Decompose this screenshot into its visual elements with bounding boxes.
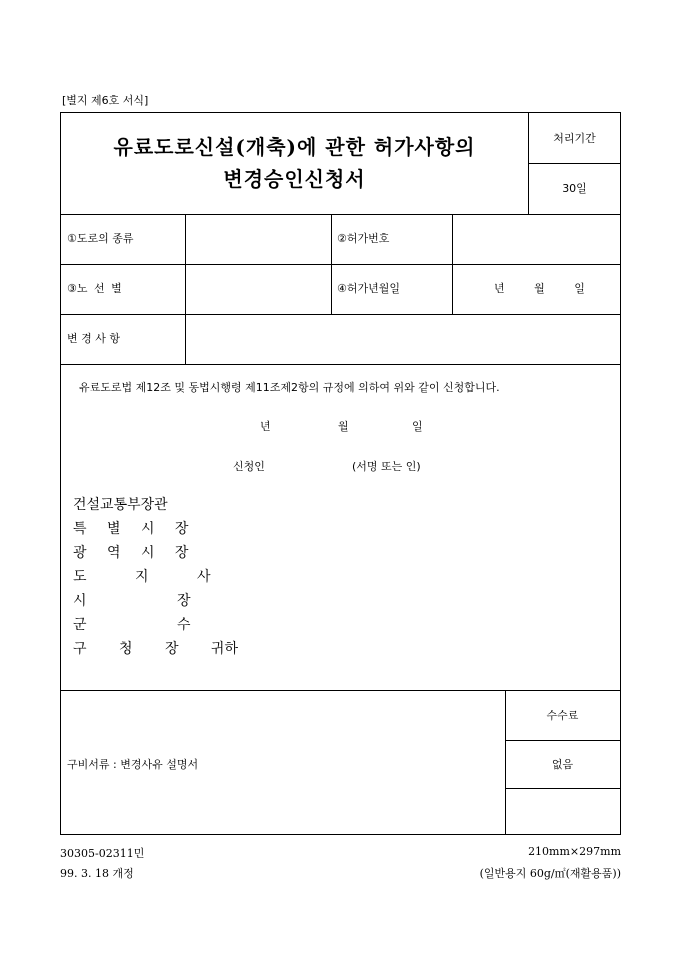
required-documents: 구비서류 : 변경사유 설명서 [67,758,199,771]
fee-divider [505,740,620,741]
addressee-special-city: 특 별 시 장 [73,521,196,537]
applicant-label: 신청인 [233,460,265,473]
fee-divider [505,788,620,789]
period-divider [528,163,621,164]
date-month: 월 [338,420,349,433]
change-label: 변 경 사 항 [67,332,120,345]
row-divider [61,264,620,265]
form-label: [별지 제6호 서식] [62,94,149,107]
permit-date-field[interactable]: 년 월 일 [494,282,585,295]
addressee-county: 군 수 [73,617,191,633]
section-divider [61,690,620,691]
row-divider [61,364,620,365]
title-line-1: 유료도로신설(개축)에 관한 허가사항의 [113,135,476,159]
addressee-line [73,541,238,565]
addressee-line [73,517,238,541]
form-code: 30305-02311민 [60,847,145,860]
addressee-line [73,493,238,517]
permit-number-label: ②허가번호 [337,232,390,245]
label-column-divider [185,214,186,364]
form-title [61,131,528,195]
permit-date-label: ④허가년월일 [337,282,400,295]
road-type-label: ①도로의 종류 [67,232,134,245]
application-form [60,112,621,835]
addressee-minister: 건설교통부장관 [73,497,168,513]
date-day: 일 [412,420,423,433]
fee-label: 수수료 [546,709,579,722]
processing-period-value: 30일 [562,182,587,195]
addressee-list [73,493,238,661]
addressee-line [73,589,238,613]
addressee-district: 구 청 장 귀하 [73,641,238,657]
processing-period-label: 처리기간 [553,132,596,145]
row-divider [61,214,620,215]
route-label: ③노 선 별 [67,282,122,295]
title-line-2: 변경승인신청서 [223,167,366,191]
addressee-line [73,565,238,589]
paper-size: 210mm×297mm [528,845,621,858]
addressee-metro-city: 광 역 시 장 [73,545,196,561]
revision-date: 99. 3. 18 개정 [60,867,134,880]
paper-spec: (일반용지 60g/㎡(재활용품)) [479,867,621,880]
column-divider [331,214,332,314]
signature-label: (서명 또는 인) [352,460,421,473]
column-divider [452,214,453,314]
date-year: 년 [260,420,271,433]
statement-text: 유료도로법 제12조 및 동법시행령 제11조제2항의 규정에 의하여 위와 같이 신청합니다. [79,381,500,394]
fee-value: 없음 [551,758,574,771]
addressee-line [73,613,238,637]
addressee-line [73,637,238,661]
row-divider [61,314,620,315]
addressee-city: 시 장 [73,593,191,609]
addressee-province: 도 지 사 [73,569,211,585]
